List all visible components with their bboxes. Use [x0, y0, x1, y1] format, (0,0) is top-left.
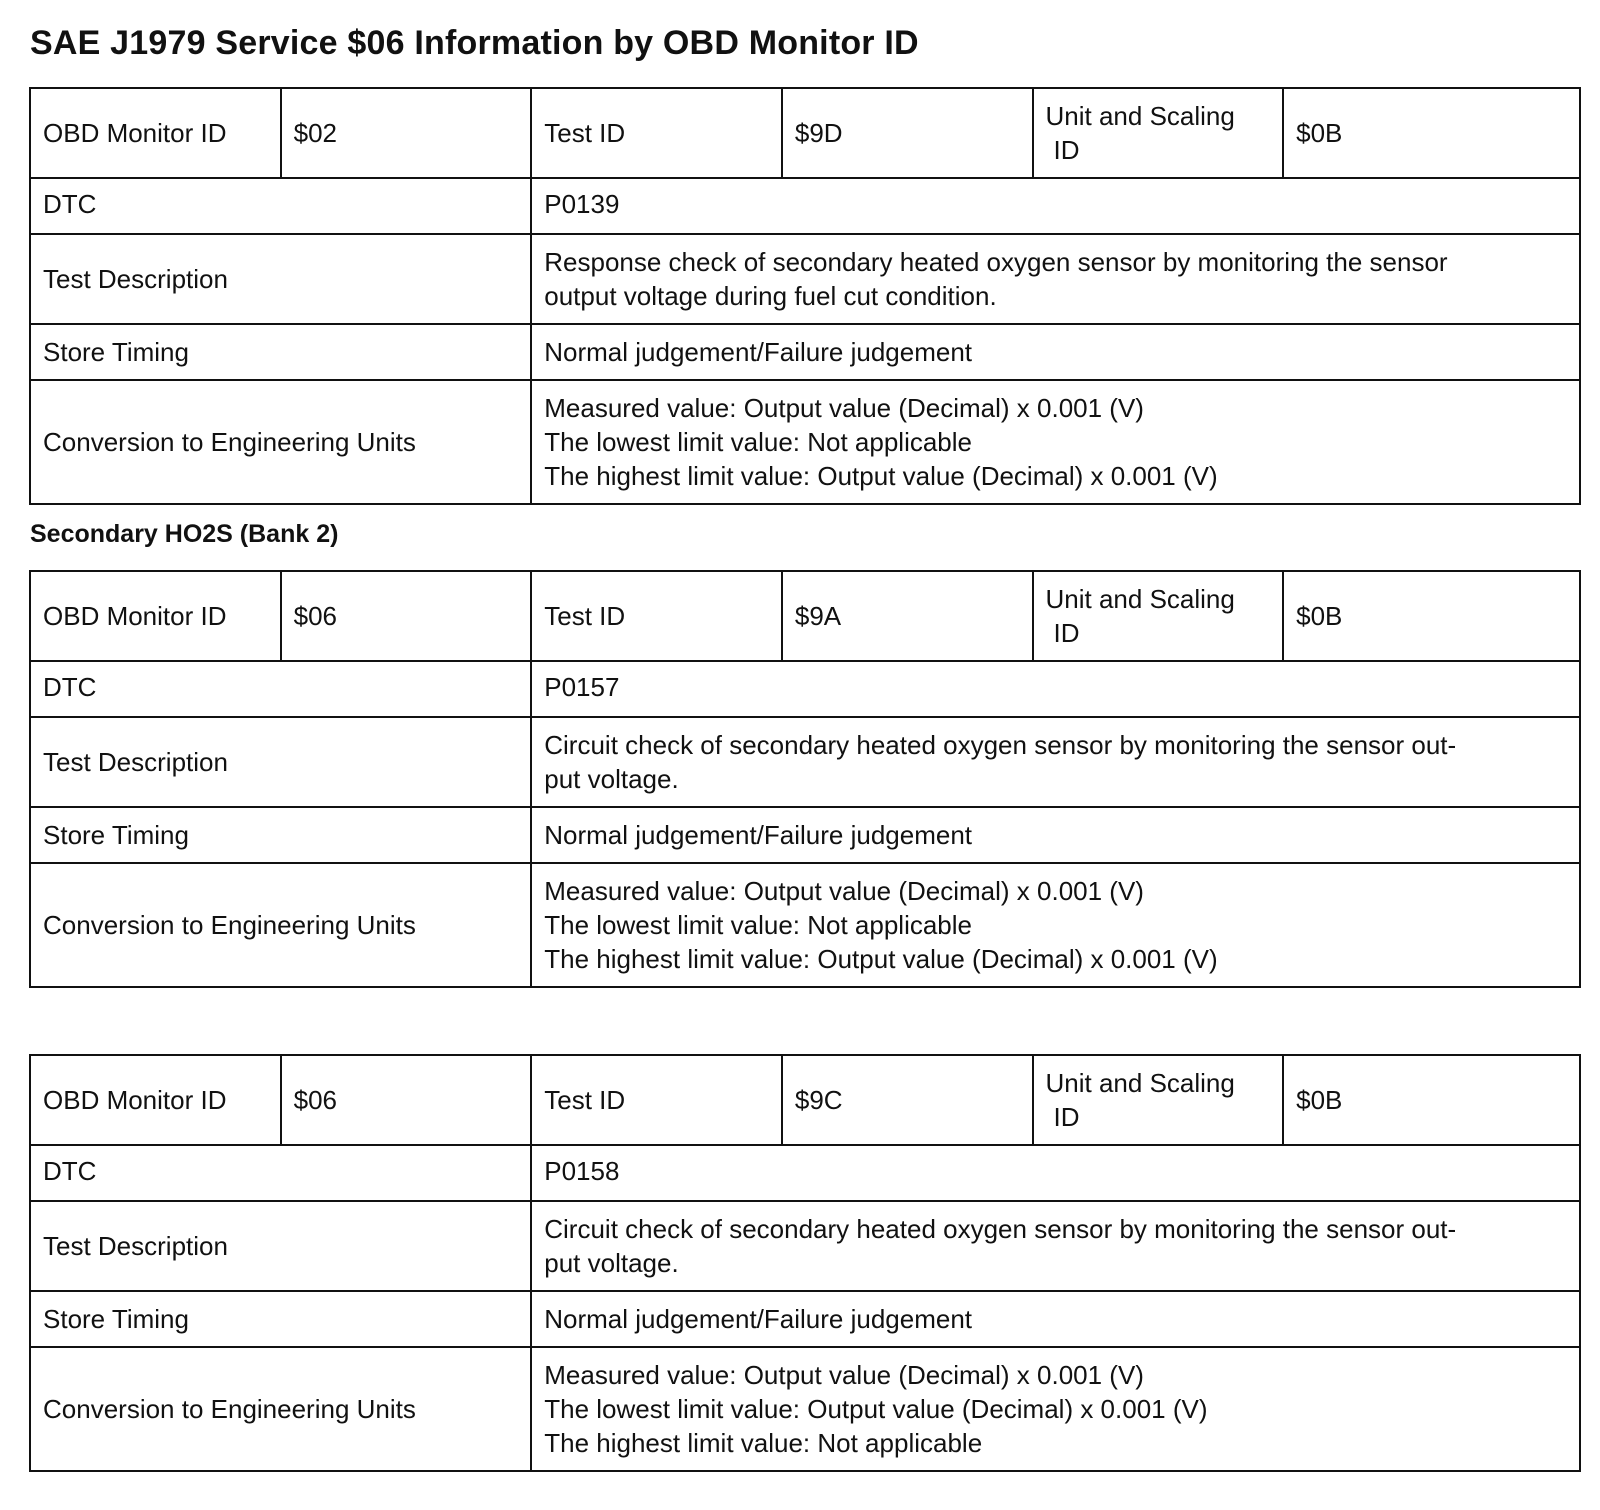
obd-monitor-id-label: OBD Monitor ID: [30, 1055, 281, 1145]
dtc-value: P0139: [531, 178, 1580, 234]
store-timing-label: Store Timing: [30, 1291, 531, 1347]
test-description-row: [30, 717, 1580, 807]
test-id-value: $9A: [782, 571, 1033, 661]
test-description-row: [30, 234, 1580, 324]
unit-scaling-id-value: $0B: [1283, 88, 1580, 178]
store-timing-row: [30, 1291, 1580, 1347]
test-description-label: Test Description: [30, 234, 531, 324]
obd-monitor-id-value: $06: [281, 571, 532, 661]
test-description-line2: put voltage.: [544, 1248, 679, 1278]
obd-table-3: [29, 1054, 1581, 1472]
header-row: [30, 1055, 1580, 1145]
store-timing-value: Normal judgement/Failure judgement: [531, 807, 1580, 863]
conversion-line1: Measured value: Output value (Decimal) x 0.001 (V): [544, 876, 1144, 906]
test-id-label: Test ID: [531, 1055, 782, 1145]
dtc-label: DTC: [30, 1145, 531, 1201]
conversion-line3: The highest limit value: Output value (Decimal) x 0.001 (V): [544, 944, 1218, 974]
store-timing-row: [30, 324, 1580, 380]
unit-scaling-id-value: $0B: [1283, 1055, 1580, 1145]
conversion-label: Conversion to Engineering Units: [30, 1347, 531, 1471]
store-timing-row: [30, 807, 1580, 863]
conversion-line3: The highest limit value: Output value (Decimal) x 0.001 (V): [544, 461, 1218, 491]
test-description-line1: Circuit check of secondary heated oxygen sensor by monitoring the sensor out-: [544, 1214, 1457, 1244]
conversion-line2: The lowest limit value: Not applicable: [544, 910, 973, 940]
header-row: [30, 571, 1580, 661]
conversion-value: [531, 863, 1580, 987]
dtc-value: P0157: [531, 661, 1580, 717]
dtc-value: P0158: [531, 1145, 1580, 1201]
test-description-value: [531, 1201, 1580, 1291]
unit-scaling-id-label: [1033, 571, 1284, 661]
test-id-label: Test ID: [531, 88, 782, 178]
test-description-row: [30, 1201, 1580, 1291]
unit-scaling-id-label: [1033, 1055, 1284, 1145]
dtc-row: [30, 1145, 1580, 1201]
dtc-label: DTC: [30, 661, 531, 717]
test-description-line1: Response check of secondary heated oxygen sensor by monitoring the sensor: [544, 247, 1448, 277]
conversion-line1: Measured value: Output value (Decimal) x 0.001 (V): [544, 1360, 1144, 1390]
store-timing-label: Store Timing: [30, 807, 531, 863]
conversion-value: [531, 1347, 1580, 1471]
section-heading: Secondary HO2S (Bank 2): [30, 520, 339, 548]
unit-scaling-label-line1: Unit and Scaling: [1045, 101, 1235, 131]
test-id-value: $9C: [782, 1055, 1033, 1145]
obd-table-2: [29, 570, 1581, 988]
unit-scaling-id-label: [1033, 88, 1284, 178]
conversion-value: [531, 380, 1580, 504]
store-timing-value: Normal judgement/Failure judgement: [531, 1291, 1580, 1347]
unit-scaling-label-line1: Unit and Scaling: [1045, 584, 1235, 614]
test-description-value: [531, 717, 1580, 807]
unit-scaling-label-line2: ID: [1053, 135, 1080, 165]
store-timing-value: Normal judgement/Failure judgement: [531, 324, 1580, 380]
dtc-row: [30, 661, 1580, 717]
conversion-row: [30, 1347, 1580, 1471]
conversion-label: Conversion to Engineering Units: [30, 863, 531, 987]
conversion-row: [30, 863, 1580, 987]
page-title: SAE J1979 Service $06 Information by OBD Monitor ID: [30, 24, 919, 62]
conversion-label: Conversion to Engineering Units: [30, 380, 531, 504]
obd-monitor-id-label: OBD Monitor ID: [30, 88, 281, 178]
obd-monitor-id-label: OBD Monitor ID: [30, 571, 281, 661]
obd-table-1: [29, 87, 1581, 505]
test-description-label: Test Description: [30, 717, 531, 807]
conversion-line2: The lowest limit value: Output value (Decimal) x 0.001 (V): [544, 1394, 1208, 1424]
unit-scaling-label-line2: ID: [1053, 1102, 1080, 1132]
test-description-label: Test Description: [30, 1201, 531, 1291]
test-description-line1: Circuit check of secondary heated oxygen sensor by monitoring the sensor out-: [544, 730, 1457, 760]
test-id-label: Test ID: [531, 571, 782, 661]
header-row: [30, 88, 1580, 178]
test-description-line2: output voltage during fuel cut condition.: [544, 281, 997, 311]
store-timing-label: Store Timing: [30, 324, 531, 380]
test-description-value: [531, 234, 1580, 324]
obd-monitor-id-value: $02: [281, 88, 532, 178]
obd-monitor-id-value: $06: [281, 1055, 532, 1145]
unit-scaling-label-line2: ID: [1053, 618, 1080, 648]
dtc-row: [30, 178, 1580, 234]
conversion-line1: Measured value: Output value (Decimal) x 0.001 (V): [544, 393, 1144, 423]
unit-scaling-label-line1: Unit and Scaling: [1045, 1068, 1235, 1098]
test-description-line2: put voltage.: [544, 764, 679, 794]
conversion-row: [30, 380, 1580, 504]
test-id-value: $9D: [782, 88, 1033, 178]
dtc-label: DTC: [30, 178, 531, 234]
conversion-line2: The lowest limit value: Not applicable: [544, 427, 973, 457]
conversion-line3: The highest limit value: Not applicable: [544, 1428, 983, 1458]
unit-scaling-id-value: $0B: [1283, 571, 1580, 661]
